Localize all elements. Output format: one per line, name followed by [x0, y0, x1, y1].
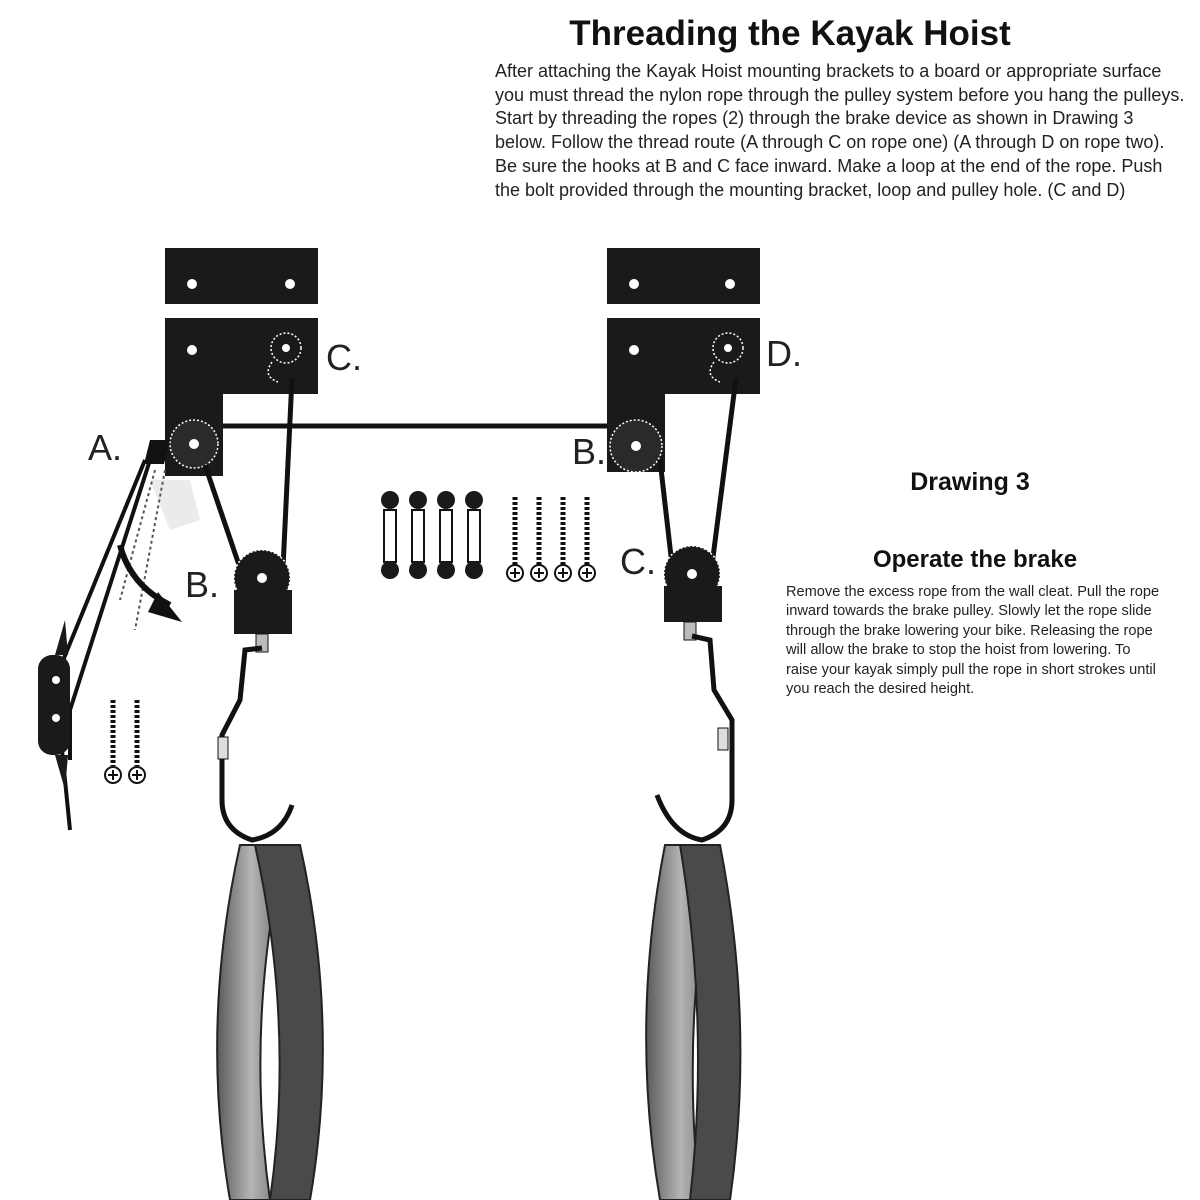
callout-b-right: B.: [572, 431, 607, 472]
brake-pulley-b-right: [607, 394, 665, 472]
callout-d-right: D.: [766, 333, 802, 374]
direction-arrow: [120, 545, 182, 622]
brake-section-text: Remove the excess rope from the wall cleat. Pull the rope inward towards the brake pulley. Slowly let the rope slide through the brake lowering your bike. Releasing the rope will allow the brake to stop the hoist from lowering. To raise your kayak simply pull the rope in short strokes until you reach the desired height.: [786, 584, 1160, 698]
callout-a: A.: [88, 427, 123, 468]
left-lower-pulley: [234, 550, 292, 652]
cleat-screw-set: [105, 700, 145, 783]
brake-pulley-a: [144, 394, 223, 530]
brake-section-heading: Operate the brake: [872, 546, 1078, 573]
screw-set: [507, 497, 595, 581]
callout-c-right: C.: [620, 541, 656, 582]
right-mounting-bracket: [607, 248, 760, 394]
drawing-label: Drawing 3: [910, 468, 1030, 496]
callout-c-left: C.: [326, 337, 362, 378]
bolt-set: [381, 491, 483, 579]
wall-cleat: [38, 620, 70, 790]
intro-paragraph: After attaching the Kayak Hoist mounting brackets to a board or appropriate surface you must thread the nylon rope through the pulley system before you hang the pulleys. Start by threading the ropes (2) through the brake device as shown in Drawing 3 below. Follow the thread route (A through C on rope one) (A through D on rope two). Be sure the hooks at B and C face inward. Make a loop at the end of the rope. Push the bolt provided through the mounting bracket, loop and pulley hole. (C and D): [495, 61, 1185, 200]
left-mounting-bracket: [165, 248, 318, 394]
callout-b-left: B.: [185, 564, 220, 605]
page-title: Threading the Kayak Hoist: [569, 14, 1011, 53]
left-hook: [222, 648, 292, 840]
right-lower-pulley: [664, 546, 722, 640]
